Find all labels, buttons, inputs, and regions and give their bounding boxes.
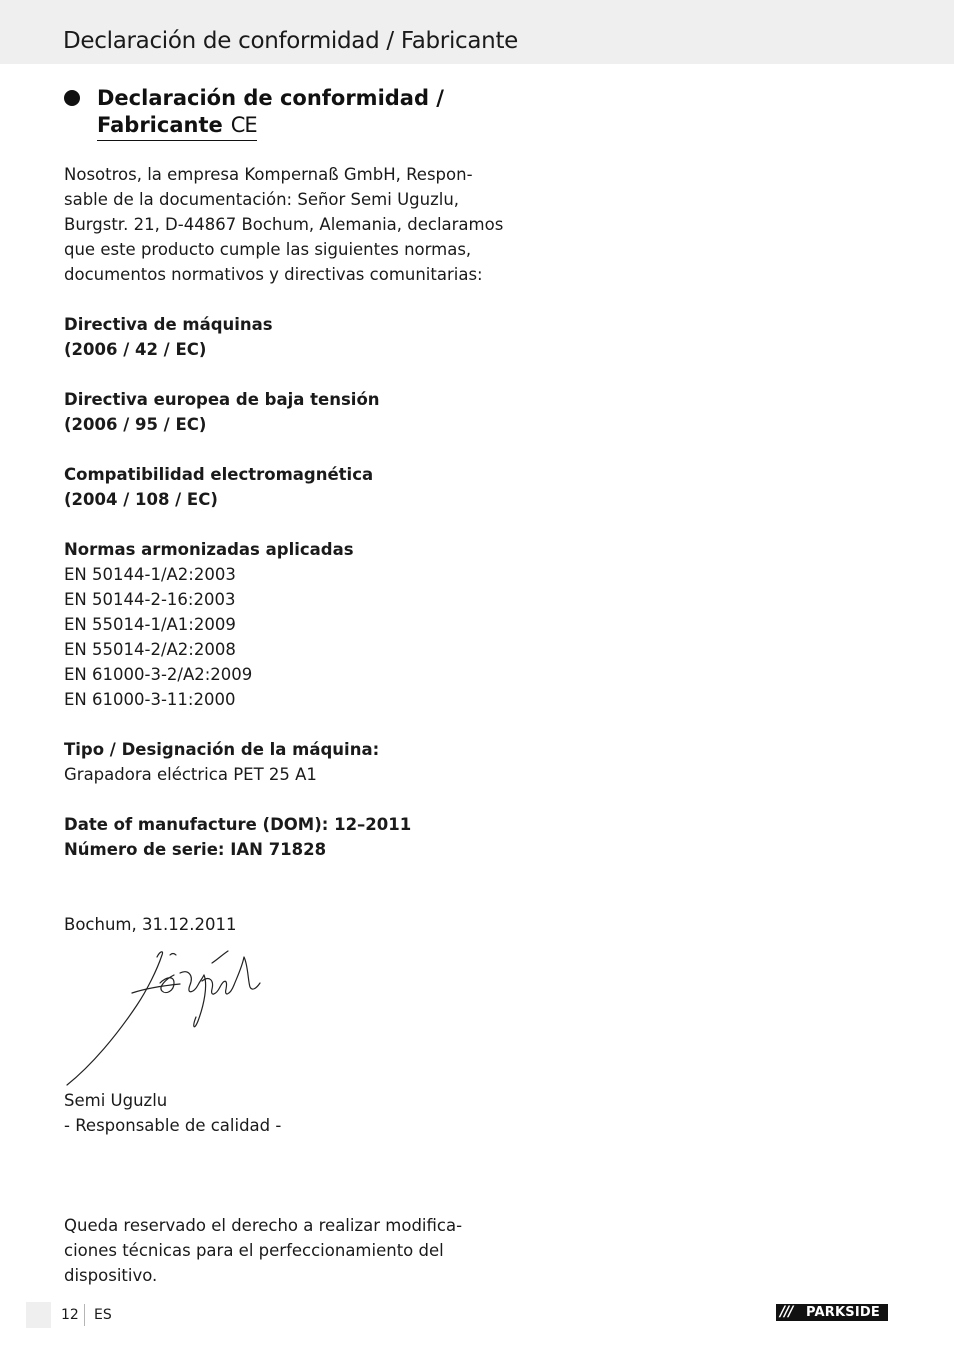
standard-item: EN 61000-3-11:2000 [64, 690, 236, 709]
signatory [64, 1088, 484, 1138]
disclaimer-line: ciones técnicas para el perfeccionamiento del [64, 1241, 444, 1260]
standard-item: EN 50144-2-16:2003 [64, 590, 236, 609]
place-date-text: Bochum, 31.12.2011 [64, 915, 237, 934]
directive-title: Compatibilidad electromagnética [64, 465, 374, 484]
machine-value: Grapadora eléctrica PET 25 A1 [64, 765, 317, 784]
serial-number: Número de serie: IAN 71828 [64, 840, 327, 859]
directive-code: (2006 / 42 / EC) [64, 340, 207, 359]
harmonized-standards [64, 537, 484, 712]
ce-mark-icon: CE [230, 113, 257, 137]
section-title [97, 85, 444, 141]
bullet-icon [64, 90, 80, 106]
directive-code: (2004 / 108 / EC) [64, 490, 218, 509]
parkside-logo [776, 1304, 888, 1321]
directive-code: (2006 / 95 / EC) [64, 415, 207, 434]
header-band [0, 0, 954, 64]
signatory-role: - Responsable de calidad - [64, 1116, 282, 1135]
standard-item: EN 55014-1/A1:2009 [64, 615, 236, 634]
directive-machinery [64, 312, 484, 362]
machine-designation [64, 737, 484, 787]
handwritten-signature [62, 945, 272, 1090]
section-title-line2: Fabricante [97, 113, 223, 137]
language-code: ES [94, 1307, 112, 1323]
place-date [64, 912, 484, 937]
intro-line: documentos normativos y directivas comunitarias: [64, 265, 483, 284]
footer-page-box [26, 1302, 51, 1328]
page-header-title: Declaración de conformidad / Fabricante [63, 28, 519, 54]
directive-title: Directiva de máquinas [64, 315, 273, 334]
section-title-line2-wrap [97, 112, 257, 141]
disclaimer-paragraph [64, 1213, 484, 1288]
brand-name: PARKSIDE [806, 1305, 880, 1320]
disclaimer-line: Queda reservado el derecho a realizar modifica- [64, 1216, 463, 1235]
standard-item: EN 50144-1/A2:2003 [64, 565, 236, 584]
directive-emc [64, 462, 484, 512]
footer-divider [84, 1304, 85, 1326]
intro-line: que este producto cumple las siguientes normas, [64, 240, 472, 259]
standards-title: Normas armonizadas aplicadas [64, 540, 354, 559]
intro-line: Nosotros, la empresa Kompernaß GmbH, Respon- [64, 165, 473, 184]
page-number: 12 [61, 1307, 79, 1323]
section-title-line1: Declaración de conformidad / [97, 86, 444, 110]
directive-title: Directiva europea de baja tensión [64, 390, 380, 409]
intro-line: Burgstr. 21, D-44867 Bochum, Alemania, declaramos [64, 215, 504, 234]
disclaimer-line: dispositivo. [64, 1266, 158, 1285]
intro-paragraph [64, 162, 504, 287]
intro-line: sable de la documentación: Señor Semi Uguzlu, [64, 190, 460, 209]
manufacture-info [64, 812, 484, 862]
signatory-name: Semi Uguzlu [64, 1091, 168, 1110]
standard-item: EN 61000-3-2/A2:2009 [64, 665, 253, 684]
directive-low-voltage [64, 387, 484, 437]
brand-slashes-icon: /// [780, 1304, 793, 1320]
machine-label: Tipo / Designación de la máquina: [64, 740, 380, 759]
standard-item: EN 55014-2/A2:2008 [64, 640, 236, 659]
manufacture-date: Date of manufacture (DOM): 12–2011 [64, 815, 412, 834]
